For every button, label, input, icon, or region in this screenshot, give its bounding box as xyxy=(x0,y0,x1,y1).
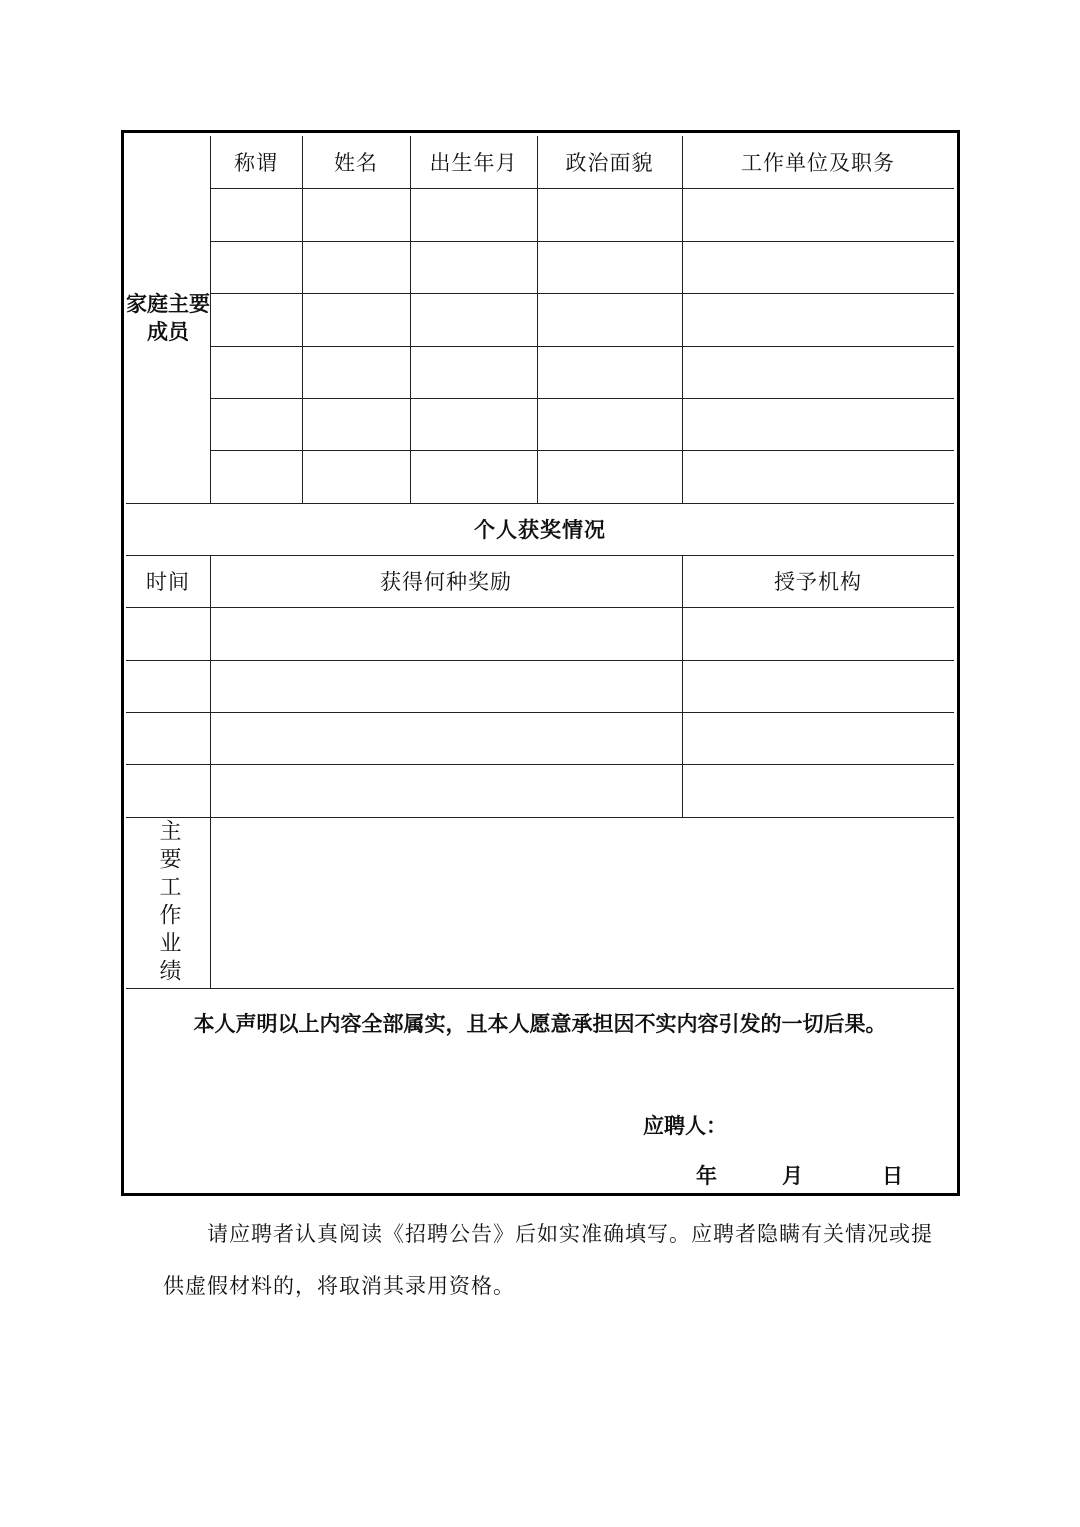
achievements-divider xyxy=(210,817,211,988)
awards-row-line-2 xyxy=(126,660,954,661)
family-header-name: 姓名 xyxy=(334,151,378,175)
awards-header-award-type: 获得何种奖励 xyxy=(380,570,512,594)
awards-section-title: 个人获奖情况 xyxy=(474,518,606,542)
family-header-relation: 称谓 xyxy=(234,151,278,175)
family-divider-col2 xyxy=(410,136,411,503)
note-line-2: 供虚假材料的，将取消其录用资格。 xyxy=(163,1274,515,1298)
family-row-line-1 xyxy=(210,188,954,189)
family-divider-col1 xyxy=(302,136,303,503)
family-header-employer-position: 工作单位及职务 xyxy=(741,151,895,175)
awards-section-bottom-line xyxy=(126,817,954,818)
achievements-label: 主要工作业绩 xyxy=(156,819,181,987)
awards-divider-col1 xyxy=(210,555,211,817)
awards-header-granting-body: 授予机构 xyxy=(774,570,862,594)
applicant-signature-label: 应聘人： xyxy=(643,1114,727,1138)
family-divider-col3 xyxy=(537,136,538,503)
declaration-statement: 本人声明以上内容全部属实，且本人愿意承担因不实内容引发的一切后果。 xyxy=(193,1012,887,1036)
date-year-label: 年 xyxy=(696,1164,717,1188)
family-header-birth: 出生年月 xyxy=(429,151,518,175)
family-section-label: 家庭主要成员 xyxy=(126,292,210,344)
awards-row-line-4 xyxy=(126,764,954,765)
awards-divider-col2 xyxy=(682,555,683,817)
family-header-political-status: 政治面貌 xyxy=(565,151,654,175)
note-line-1: 请应聘者认真阅读《招聘公告》后如实准确填写。应聘者隐瞒有关情况或提 xyxy=(207,1222,933,1246)
achievements-bottom-line xyxy=(126,988,954,989)
achievements-label-cell xyxy=(126,818,210,988)
date-month-label: 月 xyxy=(782,1164,803,1188)
family-row-line-6 xyxy=(210,450,954,451)
date-day-label: 日 xyxy=(882,1164,903,1188)
family-divider-col4 xyxy=(682,136,683,503)
family-divider-label xyxy=(210,136,211,503)
awards-header-time: 时间 xyxy=(146,570,190,594)
family-row-line-3 xyxy=(210,293,954,294)
family-row-line-2 xyxy=(210,241,954,242)
awards-row-line-3 xyxy=(126,712,954,713)
family-row-line-4 xyxy=(210,346,954,347)
awards-row-line-1 xyxy=(126,607,954,608)
family-row-line-5 xyxy=(210,398,954,399)
